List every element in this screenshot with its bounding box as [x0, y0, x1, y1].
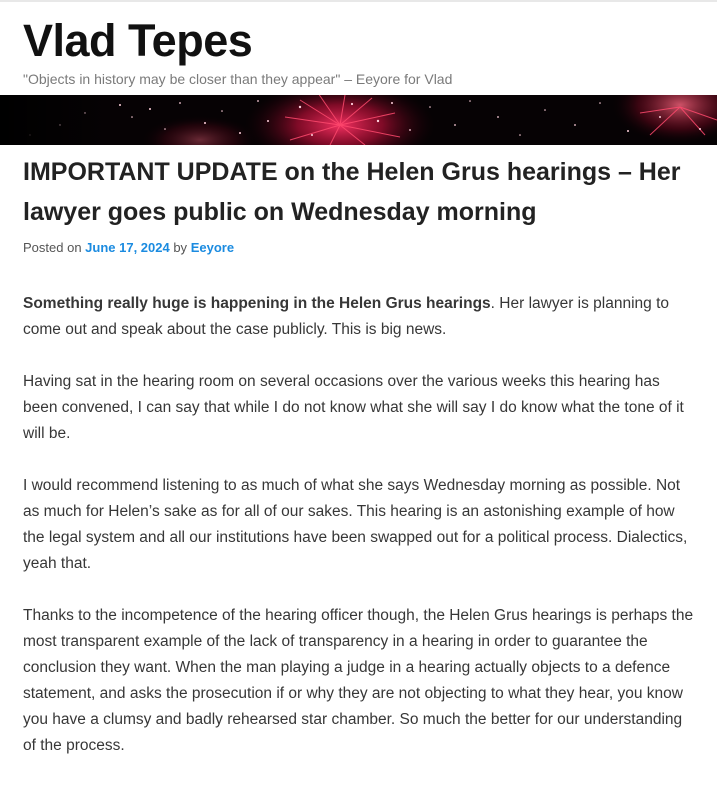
paragraph-bold-lead: Something really huge is happening in the Helen Grus hearings [23, 295, 491, 312]
site-title-link[interactable]: Vlad Tepes [23, 15, 253, 66]
paragraph-text: I would recommend listening to as much of what she says Wednesday morning as possible. Not as much for Helen’s sake as for all of our sakes. This hearing is an astonishing example of how the legal system and all our institutions have been swapped out for a political process. Dialectics, yeah that. [23, 477, 688, 572]
header-banner-image[interactable] [0, 95, 717, 145]
post-date-link[interactable]: June 17, 2024 [85, 240, 170, 255]
post-paragraph [23, 473, 698, 577]
header-top-rule [0, 0, 717, 2]
post-meta [23, 240, 234, 256]
paragraph-text: . Her lawyer is planning to come out and speak about the case publicly. This is big news. [23, 295, 670, 338]
post-title[interactable]: IMPORTANT UPDATE on the Helen Grus hearings – Her lawyer goes public on Wednesday morning [23, 158, 681, 226]
posted-on-label: Posted on [23, 240, 86, 255]
post-content [23, 291, 698, 785]
author-link[interactable]: Eeyore [190, 240, 235, 255]
by-label: by [169, 240, 191, 255]
post-paragraph [23, 369, 698, 447]
fireworks-banner-graphic [0, 95, 717, 145]
post-paragraph [23, 603, 698, 759]
post-paragraph [23, 291, 698, 343]
paragraph-text: Having sat in the hearing room on several occasions over the various weeks this hearing has been convened, I can say that while I do not know what she will say I do know what the tone of it will be. [23, 373, 684, 442]
paragraph-text: Thanks to the incompetence of the hearing officer though, the Helen Grus hearings is perhaps the most transparent example of the lack of transparency in a hearing in order to guarantee the conclusion they want. When the man playing a judge in a hearing actually objects to a defence statement, and asks the prosecution if or why they are not objecting to what they hear, you know you have a clumsy and badly rehearsed star chamber. So much the better for our understanding of the process. [23, 607, 694, 754]
site-description: "Objects in history may be closer than they appear" – Eeyore for Vlad [23, 71, 453, 87]
